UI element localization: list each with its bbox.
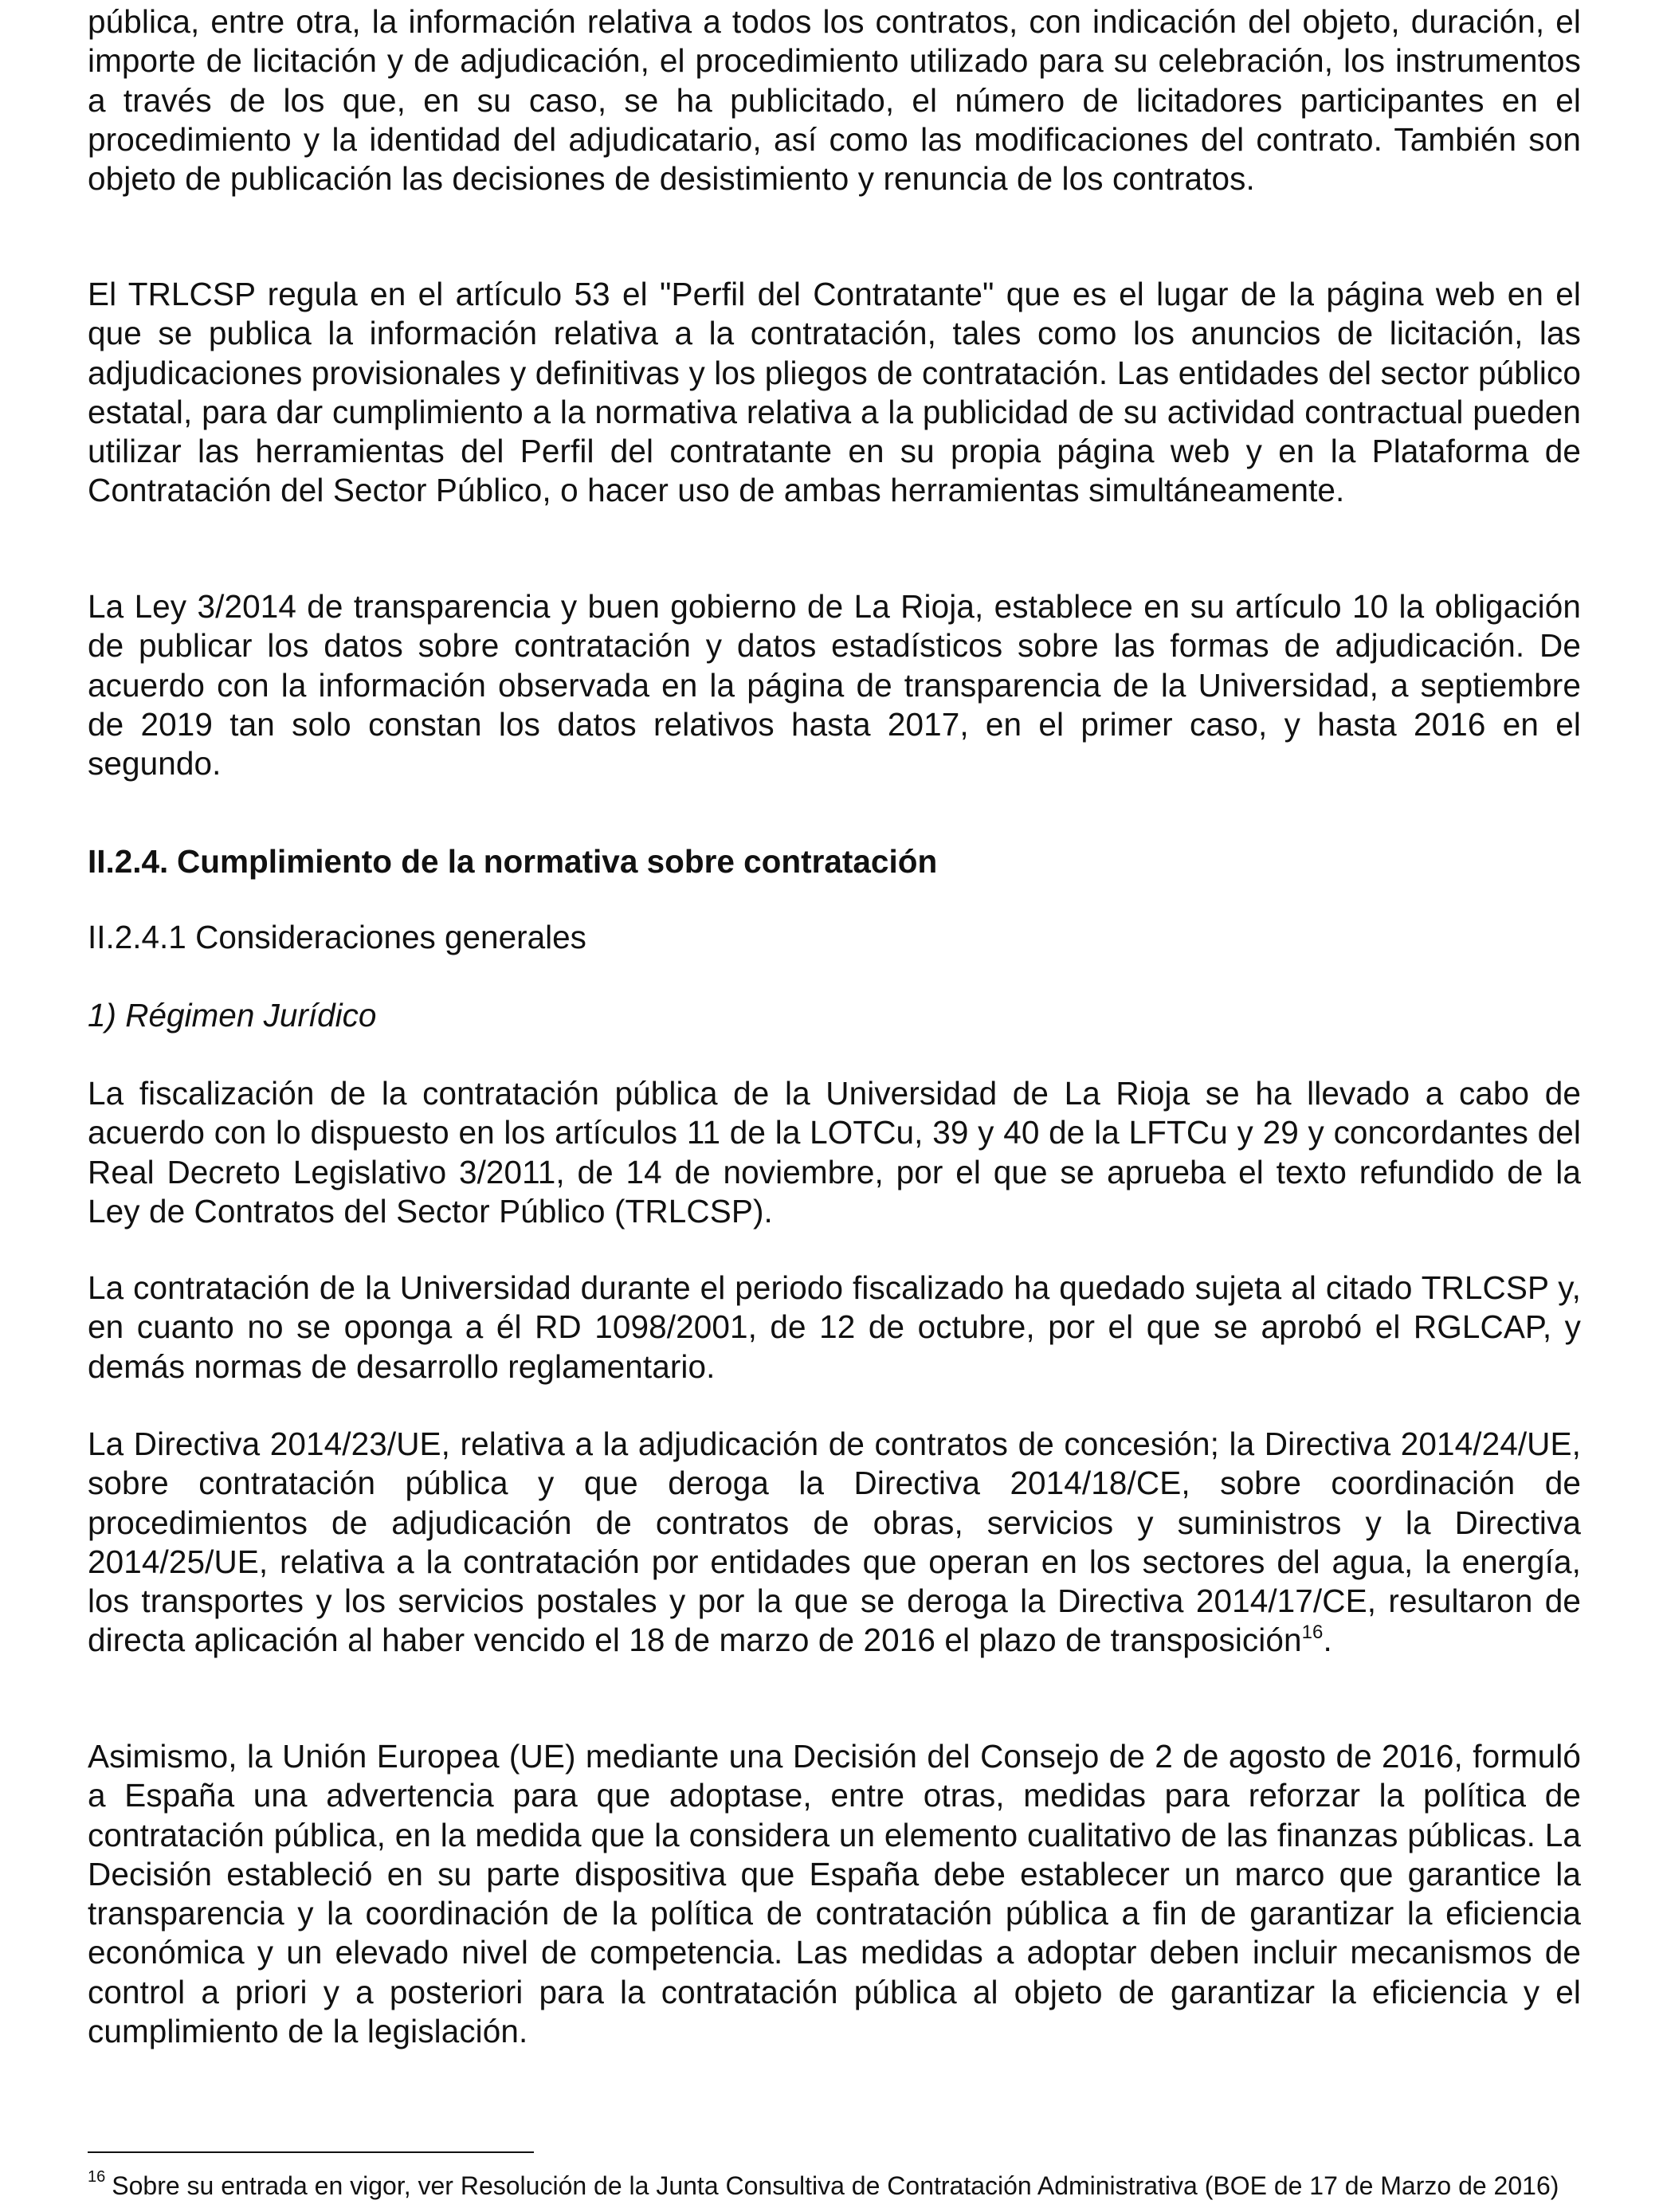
paragraph-fiscalizacion	[88, 1074, 1581, 1231]
footnote-reference[interactable]: 16	[1301, 1621, 1324, 1643]
paragraph-end: .	[1323, 1622, 1332, 1659]
document-page	[88, 0, 1581, 2212]
paragraph-body: La Directiva 2014/23/UE, relativa a la adjudicación de contratos de concesión; la Directiva 2014/24/UE, sobre contratación pública y que deroga la Directiva 2014/18/CE, sobre coordinación de procedimientos de adjudicación de contratos de obras, servicios y suministros y la Directiva 2014/25/UE, relativa a la contratación por entidades que operan en los sectores del agua, la energía, los transportes y los servicios postales y por la que se deroga la Directiva 2014/17/CE, resultaron de directa aplicación al haber vencido el 18 de marzo de 2016 el plazo de transposición	[88, 1426, 1581, 1659]
item-heading: 1) Régimen Jurídico	[88, 997, 377, 1033]
subsection-heading: II.2.4.1 Consideraciones generales	[88, 919, 586, 955]
paragraph-text: pública, entre otra, la información relativa a todos los contratos, con indicación del objeto, duración, el importe de licitación y de adjudicación, el procedimiento utilizado para su celebración, los instrumentos a través de los que, en su caso, se ha publicitado, el número de licitadores participantes en el procedimiento y la identidad del adjudicatario, así como las modificaciones del contrato. También son objeto de publicación las decisiones de desistimiento y renuncia de los contratos.	[88, 3, 1581, 198]
paragraph-publicity	[88, 2, 1581, 198]
section-number: II.2.4.	[88, 843, 169, 880]
footnote-divider	[88, 2151, 534, 2153]
footnote-text: Sobre su entrada en vigor, ver Resolución de la Junta Consultiva de Contratación Administrativa (BOE de 17 de Marzo de 2016)	[112, 2171, 1559, 2200]
paragraph-perfil-contratante	[88, 275, 1581, 511]
paragraph-text: La Ley 3/2014 de transparencia y buen gobierno de La Rioja, establece en su artículo 10 la obligación de publicar los datos sobre contratación y datos estadísticos sobre las formas de adjudicación. De acuerdo con la información observada en la página de transparencia de la Universidad, a septiembre de 2019 tan solo constan los datos relativos hasta 2017, en el primer caso, y hasta 2016 en el segundo.	[88, 588, 1581, 782]
paragraph-ley-transparencia	[88, 587, 1581, 783]
paragraph-directivas	[88, 1425, 1581, 1661]
section-heading	[88, 842, 937, 881]
footnote	[88, 2168, 1559, 2201]
section-title: Cumplimiento de la normativa sobre contratación	[177, 843, 938, 880]
paragraph-text: La fiscalización de la contratación pública de la Universidad de La Rioja se ha llevado a cabo de acuerdo con lo dispuesto en los artículos 11 de la LOTCu, 39 y 40 de la LFTCu y 29 y concordantes del Real Decreto Legislativo 3/2011, de 14 de noviembre, por el que se aprueba el texto refundido de la Ley de Contratos del Sector Público (TRLCSP).	[88, 1075, 1581, 1230]
paragraph-text: Asimismo, la Unión Europea (UE) mediante una Decisión del Consejo de 2 de agosto de 2016, formuló a España una advertencia para que adoptase, entre otras, medidas para reforzar la política de contratación pública, en la medida que la considera un elemento cualitativo de las finanzas públicas. La Decisión estableció en su parte dispositiva que España debe establecer un marco que garantice la transparencia y la coordinación de la política de contratación pública a fin de garantizar la eficiencia económica y un elevado nivel de competencia. Las medidas a adoptar deben incluir mecanismos de control a priori y a posteriori para la contratación pública al objeto de garantizar la eficiencia y el cumplimiento de la legislación.	[88, 1738, 1581, 2050]
paragraph-text: La contratación de la Universidad durante el periodo fiscalizado ha quedado sujeta al citado TRLCSP y, en cuanto no se oponga a él RD 1098/2001, de 12 de octubre, por el que se aprobó el RGLCAP, y demás normas de desarrollo reglamentario.	[88, 1269, 1581, 1385]
paragraph-text: El TRLCSP regula en el artículo 53 el "Perfil del Contratante" que es el lugar de la página web en el que se publica la información relativa a la contratación, tales como los anuncios de licitación, las adjudicaciones provisionales y definitivas y los pliegos de contratación. Las entidades del sector público estatal, para dar cumplimiento a la normativa relativa a la publicidad de su actividad contractual pueden utilizar las herramientas del Perfil del contratante en su propia página web y en la Plataforma de Contratación del Sector Público, o hacer uso de ambas herramientas simultáneamente.	[88, 276, 1581, 509]
paragraph-union-europea	[88, 1737, 1581, 2051]
paragraph-contratacion-universidad	[88, 1269, 1581, 1386]
footnote-marker: 16	[88, 2168, 106, 2187]
paragraph-text	[88, 1425, 1581, 1661]
